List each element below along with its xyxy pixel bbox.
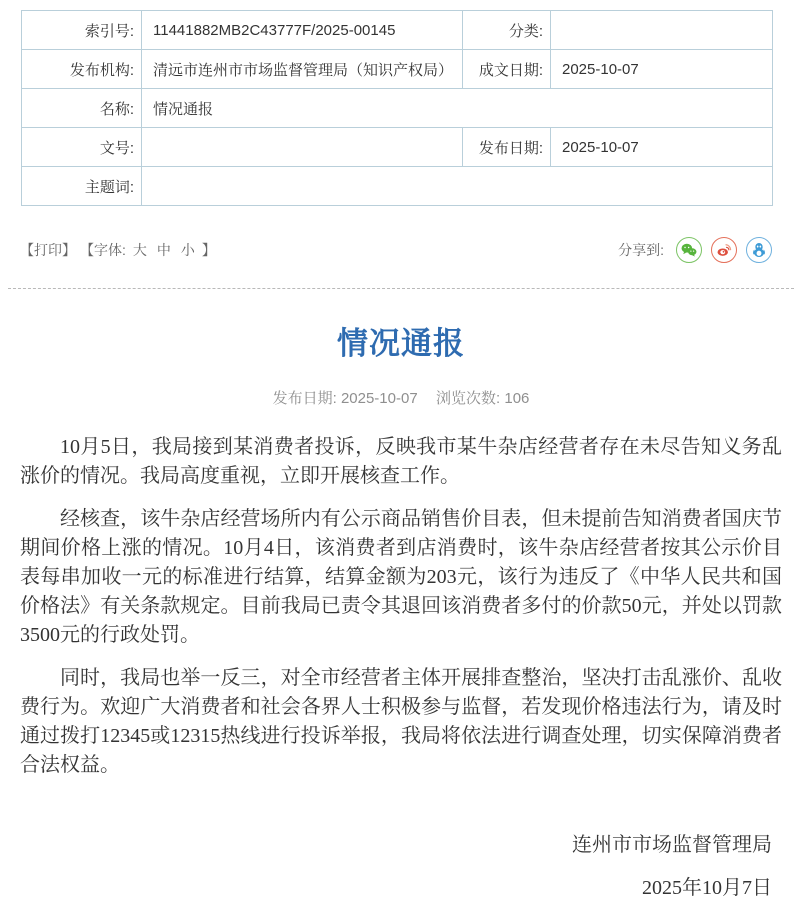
weibo-share-button[interactable] [711, 237, 737, 263]
dashed-divider [8, 288, 794, 289]
keywords-value [142, 167, 773, 206]
font-size-label-close: 】 [201, 242, 216, 258]
doc-number-label: 文号: [22, 128, 142, 167]
name-value: 情况通报 [142, 89, 773, 128]
article-paragraph: 经核查，该牛杂店经营场所内有公示商品销售价目表，但未提前告知消费者国庆节期间价格上涨的情况。10月4日，该消费者到店消费时，该牛杂店经营者按其公示价目表每串加收一元的标准进行结算，结算金额为203元，该行为违反了《中华人民共和国价格法》有关条款规定。目前我局已责令其退回该消费者多付的价款50元，并处以罚款3500元的行政处罚。 [20, 508, 782, 646]
weibo-icon [715, 241, 733, 259]
font-size-large-button[interactable]: 大 [132, 242, 147, 258]
signature-organization: 连州市市场监督管理局 [572, 834, 772, 856]
font-size-medium-button[interactable]: 中 [156, 242, 171, 258]
publish-date-text: 2025-10-07 [340, 390, 418, 407]
table-row [22, 128, 773, 167]
qq-icon [750, 241, 768, 259]
page-tools [20, 240, 216, 260]
index-label: 索引号: [22, 11, 142, 50]
article-paragraph: 10月5日，我局接到某消费者投诉，反映我市某牛杂店经营者存在未尽告知义务乱涨价的情况。我局高度重视，立即开展核查工作。 [20, 436, 782, 487]
written-date-label: 成文日期: [463, 50, 551, 89]
wechat-share-button[interactable] [676, 237, 702, 263]
share-label: 分享到: [618, 242, 664, 258]
wechat-icon [680, 241, 698, 259]
keywords-label: 主题词: [22, 167, 142, 206]
views-caption: 浏览次数: [436, 390, 501, 407]
views-count: 106 [504, 390, 530, 407]
issuer-value: 清远市连州市市场监督管理局（知识产权局） [142, 50, 463, 89]
table-row [22, 167, 773, 206]
font-size-small-button[interactable]: 小 [180, 242, 195, 258]
font-size-label: 【字体: [80, 242, 126, 258]
qq-share-button[interactable] [746, 237, 772, 263]
category-value [551, 11, 773, 50]
category-label: 分类: [463, 11, 551, 50]
article-paragraph: 同时，我局也举一反三，对全市经营者主体开展排查整治，坚决打击乱涨价、乱收费行为。欢迎广大消费者和社会各界人士积极参与监督，若发现价格违法行为，请及时通过拨打12345或12315热线进行投诉举报，我局将依法进行调查处理，切实保障消费者合法权益。 [20, 667, 782, 776]
index-value: 11441882MB2C43777F/2025-00145 [142, 11, 463, 50]
signature-date: 2025年10月7日 [642, 877, 772, 899]
doc-number-value [142, 128, 463, 167]
toolbar [0, 236, 802, 264]
article-meta-line [0, 387, 802, 408]
article-body [0, 433, 802, 780]
written-date-value: 2025-10-07 [551, 50, 773, 89]
publish-date-value: 2025-10-07 [551, 128, 773, 167]
share-group [618, 237, 772, 263]
publish-date-label: 发布日期: [463, 128, 551, 167]
issuer-label: 发布机构: [22, 50, 142, 89]
metadata-table [21, 10, 773, 206]
signature-block [0, 828, 802, 900]
table-row [22, 50, 773, 89]
page-title: 情况通报 [337, 326, 465, 361]
table-row [22, 11, 773, 50]
name-label: 名称: [22, 89, 142, 128]
publish-date-caption: 发布日期: [272, 390, 337, 407]
table-row [22, 89, 773, 128]
print-button[interactable]: 【打印】 [20, 242, 76, 258]
